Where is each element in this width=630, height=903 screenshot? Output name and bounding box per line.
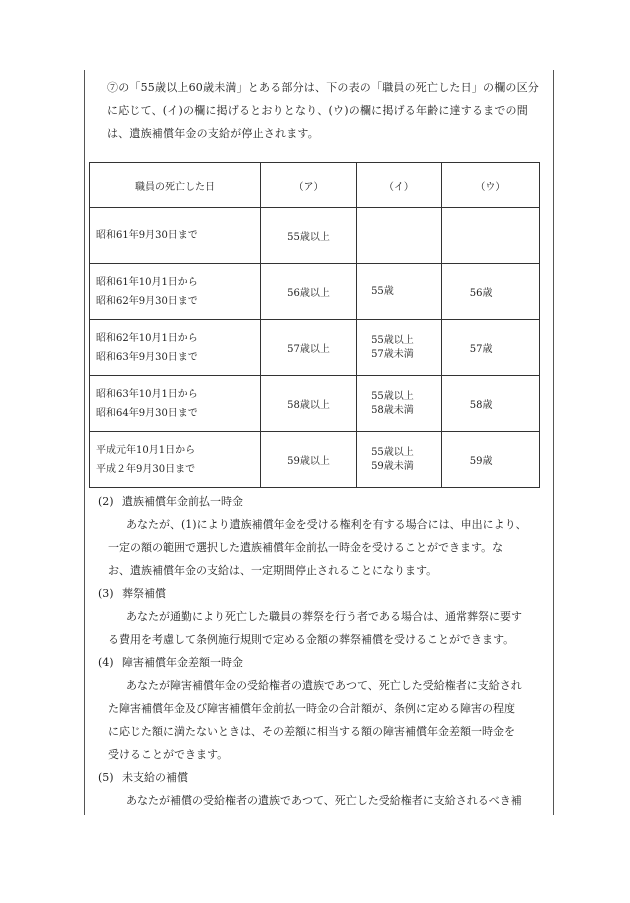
section-line: る費用を考慮して条例施行規則で定める金額の葬祭補償を受けることができます。 <box>108 633 515 646</box>
cell-c <box>441 208 539 264</box>
cell-date: 昭和61年10月1日から 昭和62年9月30日まで <box>90 264 261 320</box>
cell-b: 55歳 <box>357 264 442 320</box>
right-margin-rule <box>553 70 554 815</box>
section-title: 葬祭補償 <box>122 587 166 600</box>
section-line: に応じた額に満たないときは、その差額に相当する額の障害補償年金差額一時金を <box>108 725 515 738</box>
cell-date: 平成元年10月1日から 平成２年9月30日まで <box>90 432 261 488</box>
cell-c: 56歳 <box>441 264 539 320</box>
cell-c: 59歳 <box>441 432 539 488</box>
cell-a: 56歳以上 <box>261 264 357 320</box>
cell-b: 55歳以上 58歳未満 <box>357 376 442 432</box>
table-row <box>90 432 540 488</box>
section-heading <box>98 651 550 674</box>
cell-date: 昭和63年10月1日から 昭和64年9月30日まで <box>90 376 261 432</box>
section-5 <box>98 766 550 812</box>
section-number: (2) <box>98 495 114 508</box>
section-line: あなたが、(1)により遺族補償年金を受ける権利を有する場合には、申出により、 <box>126 518 527 531</box>
age-table <box>89 162 540 488</box>
section-line: 一定の額の範囲で選択した遺族補償年金前払一時金を受けることができます。な <box>108 541 504 554</box>
cell-date: 昭和62年10月1日から 昭和63年9月30日まで <box>90 320 261 376</box>
section-body <box>98 605 550 651</box>
section-title: 遺族補償年金前払一時金 <box>122 495 243 508</box>
cell-a: 55歳以上 <box>261 208 357 264</box>
intro-line: ⑦の「55歳以上60歳未満」とある部分は、下の表の「職員の死亡した日」の欄の区分 <box>107 81 539 94</box>
cell-c: 57歳 <box>441 320 539 376</box>
cell-b <box>357 208 442 264</box>
table-row <box>90 376 540 432</box>
table-row <box>90 320 540 376</box>
section-number: (5) <box>98 771 114 784</box>
cell-a: 57歳以上 <box>261 320 357 376</box>
cell-b: 55歳以上 59歳未満 <box>357 432 442 488</box>
section-3 <box>98 582 550 651</box>
section-line: あなたが障害補償年金の受給権者の遺族であつて、死亡した受給権者に支給され <box>126 679 522 692</box>
section-heading <box>98 766 550 789</box>
section-line: あなたが通勤により死亡した職員の葬祭を行う者である場合は、通常葬祭に要す <box>126 610 522 623</box>
intro-line: に応じて、(イ)の欄に掲げるとおりとなり、(ウ)の欄に掲げる年齢に達するまでの間 <box>107 104 528 117</box>
section-title: 障害補償年金差額一時金 <box>122 656 243 669</box>
section-body <box>98 513 550 582</box>
section-body <box>98 674 550 766</box>
cell-c: 58歳 <box>441 376 539 432</box>
sections <box>98 490 550 812</box>
header-a: （ア） <box>261 163 357 208</box>
section-line: 受けることができます。 <box>108 748 229 761</box>
header-b: （イ） <box>357 163 442 208</box>
section-number: (4) <box>98 656 114 669</box>
intro-line: は、遺族補償年金の支給が停止されます。 <box>107 127 319 140</box>
section-2 <box>98 490 550 582</box>
section-title: 未支給の補償 <box>122 771 188 784</box>
table-row <box>90 264 540 320</box>
cell-b: 55歳以上 57歳未満 <box>357 320 442 376</box>
cell-a: 58歳以上 <box>261 376 357 432</box>
section-line: お、遺族補償年金の支給は、一定期間停止されることになります。 <box>108 564 438 577</box>
section-4 <box>98 651 550 766</box>
section-heading <box>98 490 550 513</box>
table-row <box>90 208 540 264</box>
section-line: た障害補償年金及び障害補償年金前払一時金の合計額が、条例に定める障害の程度 <box>108 702 515 715</box>
section-body <box>98 789 550 812</box>
section-heading <box>98 582 550 605</box>
cell-a: 59歳以上 <box>261 432 357 488</box>
header-c: （ウ） <box>441 163 539 208</box>
table-header-row <box>90 163 540 208</box>
section-number: (3) <box>98 587 114 600</box>
intro-paragraph <box>107 76 547 145</box>
section-line: あなたが補償の受給権者の遺族であつて、死亡した受給権者に支給されるべき補 <box>126 794 522 807</box>
header-date: 職員の死亡した日 <box>90 163 261 208</box>
cell-date: 昭和61年9月30日まで <box>90 208 261 264</box>
left-margin-rule <box>84 70 85 815</box>
